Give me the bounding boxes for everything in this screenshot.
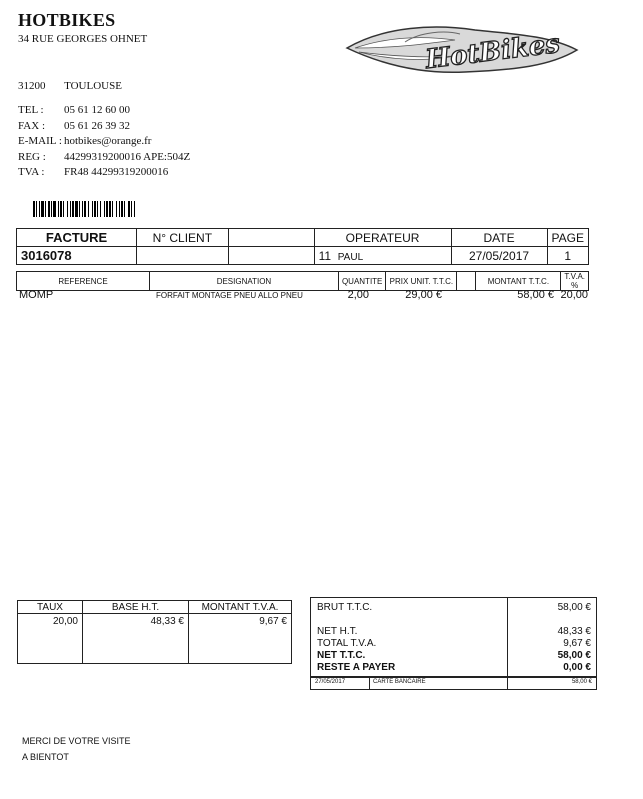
- svg-text:HotBikes: HotBikes: [423, 28, 562, 76]
- barcode-bar: [92, 201, 93, 217]
- line-tva: 20,00: [560, 289, 588, 301]
- taux-value: 20,00: [18, 614, 83, 664]
- barcode-bar: [60, 201, 62, 217]
- barcode-bar: [112, 201, 113, 217]
- barcode-bar: [88, 201, 89, 217]
- montant-tva-header: MONTANT T.V.A.: [189, 601, 292, 614]
- contact-block: [18, 103, 190, 181]
- footer-line: A BIENTOT: [22, 752, 69, 762]
- barcode-bar: [100, 201, 101, 217]
- barcode-bar: [82, 201, 83, 217]
- barcode-bar: [79, 201, 80, 217]
- page-label: PAGE: [547, 229, 588, 247]
- contact-row: REG : 44299319200016 APE:504Z: [18, 150, 191, 163]
- barcode-bar: [94, 201, 96, 217]
- barcode-bar: [33, 201, 35, 217]
- col-montant: MONTANT T.T.C.: [476, 272, 561, 291]
- base-ht-header: BASE H.T.: [83, 601, 189, 614]
- barcode-bar: [48, 201, 50, 217]
- brut-label: BRUT T.T.C.: [317, 602, 373, 613]
- footer-message: [22, 733, 131, 765]
- col-designation: DESIGNATION: [149, 272, 338, 291]
- contact-row: E-MAIL : hotbikes@orange.fr: [18, 135, 152, 147]
- barcode-bar: [128, 201, 130, 217]
- date-label: DATE: [451, 229, 547, 247]
- line-quantite: 2,00: [347, 289, 369, 301]
- city-name: TOULOUSE: [64, 80, 122, 92]
- line-designation: FORFAIT MONTAGE PNEU ALLO PNEU: [156, 291, 303, 300]
- col-prix: PRIX UNIT. T.T.C.: [386, 272, 457, 291]
- taux-header: TAUX: [18, 601, 83, 614]
- barcode-bar: [116, 201, 117, 217]
- company-address: 34 RUE GEORGES OHNET: [18, 33, 148, 45]
- facture-number: 3016078: [17, 247, 137, 265]
- reste-label: RESTE A PAYER: [317, 662, 396, 673]
- barcode-bar: [72, 201, 74, 217]
- total-tva-label: TOTAL T.V.A.: [317, 638, 377, 649]
- client-label: N° CLIENT: [137, 229, 228, 247]
- net-ht-value: 48,33 €: [557, 626, 591, 637]
- col-tva: T.V.A. %: [561, 272, 589, 291]
- payment-row: [310, 677, 597, 690]
- barcode-bar: [36, 201, 37, 217]
- contact-row: TEL : 05 61 12 60 00: [18, 104, 130, 116]
- brut-value: 58,00 €: [557, 602, 591, 613]
- barcode-bar: [75, 201, 78, 217]
- line-reference: MOMP: [19, 289, 54, 301]
- contact-row: TVA : FR48 44299319200016: [18, 166, 169, 178]
- postal-code: 31200: [18, 80, 46, 92]
- barcode-bar: [119, 201, 120, 217]
- totals-box: [310, 597, 597, 677]
- barcode-bar: [70, 201, 71, 217]
- barcode-bar: [51, 201, 52, 217]
- contact-row: FAX : 05 61 26 39 32: [18, 119, 130, 132]
- barcode-bar: [106, 201, 108, 217]
- vat-breakdown-table: [17, 600, 292, 664]
- barcode-bar: [131, 201, 132, 217]
- payment-date: 27/05/2017: [315, 679, 346, 685]
- barcode-bar: [58, 201, 59, 217]
- col-reference: REFERENCE: [17, 272, 150, 291]
- net-ttc-value: 58,00 €: [557, 650, 591, 661]
- invoice-header-table: [16, 228, 589, 265]
- barcode: [33, 201, 214, 217]
- operateur-label: OPERATEUR: [314, 229, 451, 247]
- payment-method: CARTE BANCAIRE: [373, 679, 426, 685]
- operateur-value: 11 PAUL: [314, 247, 451, 265]
- reste-value: 0,00 €: [563, 662, 591, 673]
- footer-line: MERCI DE VOTRE VISITE: [22, 736, 131, 746]
- barcode-bar: [84, 201, 86, 217]
- barcode-bar: [53, 201, 56, 217]
- barcode-bar: [134, 201, 135, 217]
- facture-label: FACTURE: [17, 229, 137, 247]
- barcode-bar: [63, 201, 64, 217]
- invoice-date: 27/05/2017: [451, 247, 547, 265]
- barcode-bar: [67, 201, 68, 217]
- barcode-bar: [45, 201, 46, 217]
- line-montant: 58,00 €: [517, 289, 554, 301]
- net-ht-label: NET H.T.: [317, 626, 358, 637]
- barcode-bar: [41, 201, 44, 217]
- hotbikes-logo: [345, 20, 580, 80]
- line-prix: 29,00 €: [405, 289, 442, 301]
- barcode-bar: [97, 201, 98, 217]
- barcode-bar: [104, 201, 105, 217]
- col-quantite: QUANTITE: [338, 272, 385, 291]
- net-ttc-label: NET T.T.C.: [317, 650, 366, 661]
- payment-amount: 58,00 €: [571, 679, 592, 685]
- base-ht-value: 48,33 €: [83, 614, 189, 664]
- page-number: 1: [547, 247, 588, 265]
- total-tva-value: 9,67 €: [563, 638, 591, 649]
- company-city: [18, 80, 138, 92]
- barcode-bar: [39, 201, 40, 217]
- company-name: HOTBIKES: [18, 10, 116, 30]
- barcode-bar: [109, 201, 111, 217]
- line-items-header: [16, 271, 589, 291]
- montant-tva-value: 9,67 €: [189, 614, 292, 664]
- barcode-bar: [124, 201, 125, 217]
- barcode-bar: [121, 201, 123, 217]
